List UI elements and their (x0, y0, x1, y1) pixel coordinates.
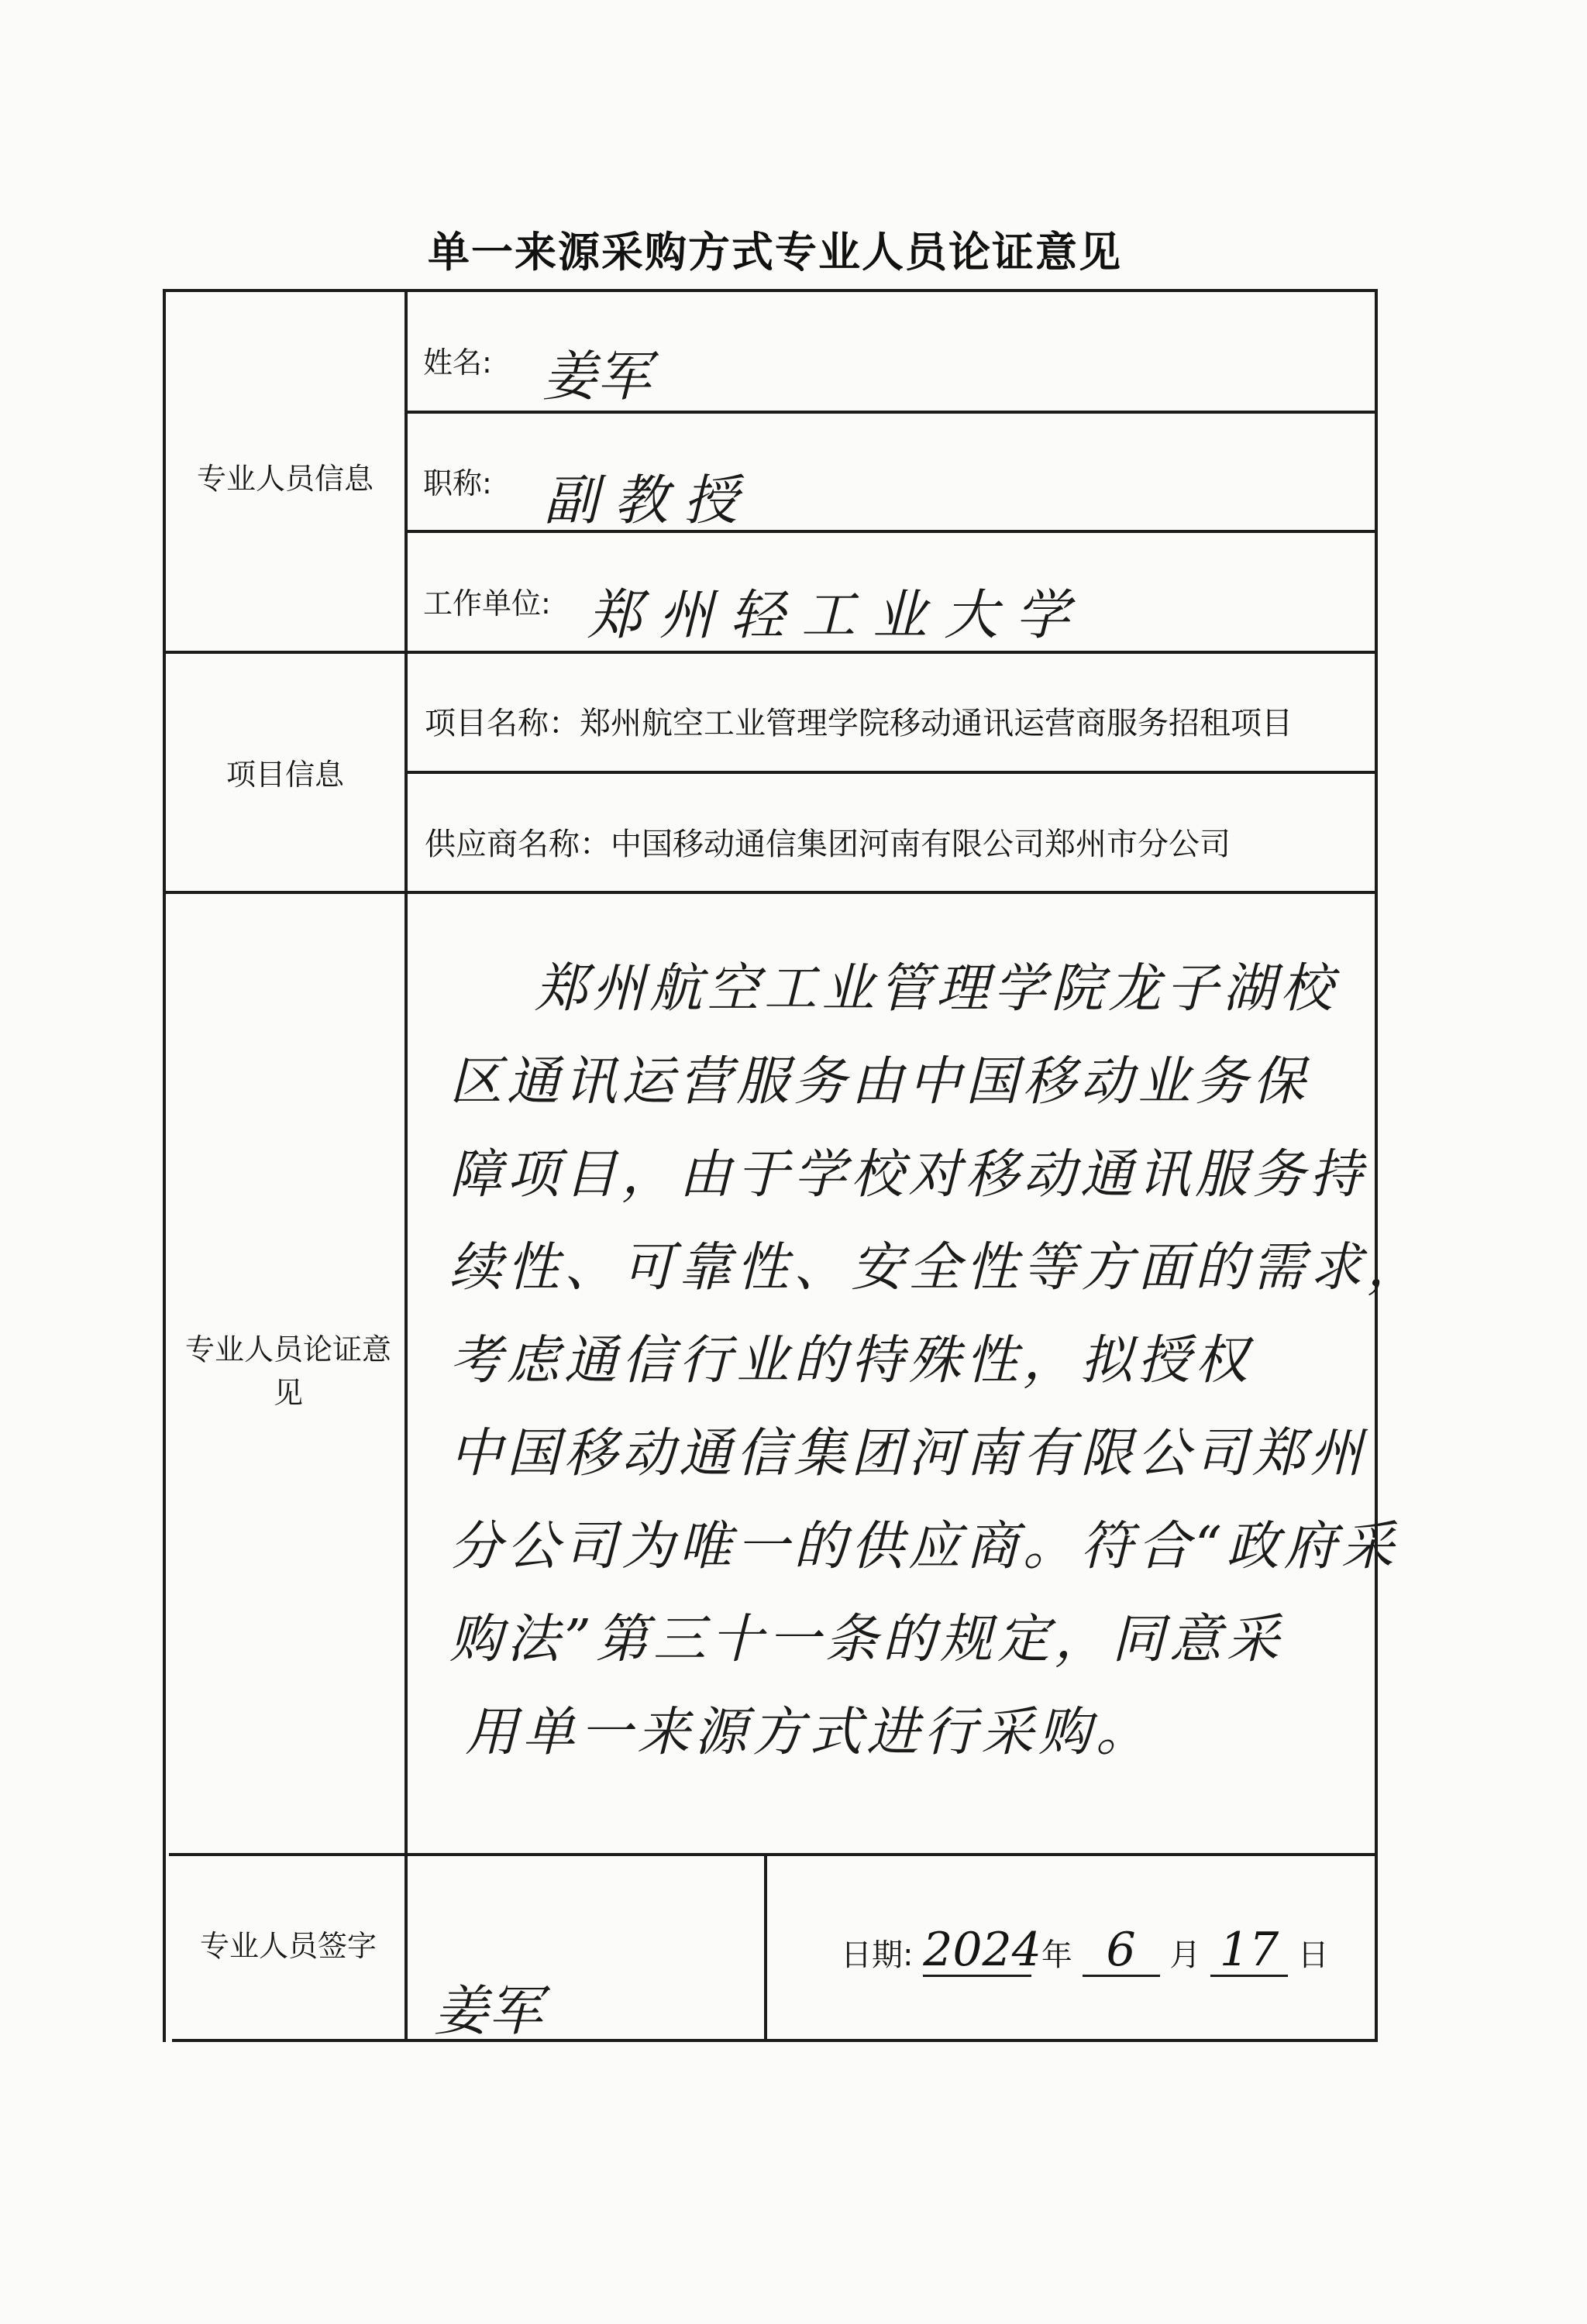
opinion-line: 分公司为唯一的供应商。符合“政府采 (449, 1516, 1399, 1577)
opinion-line: 用单一来源方式进行采购。 (465, 1702, 1154, 1763)
opinion-line: 障项目，由于学校对移动通讯服务持 (449, 1144, 1368, 1205)
unit-label: 工作单位: (423, 586, 551, 621)
name-value: 姜军 (542, 345, 651, 408)
rank-value: 副教授 (544, 469, 753, 532)
row-divider-opinion (169, 1853, 1378, 1856)
opinion-label-text: 专业人员论证意见 (184, 1332, 391, 1410)
expert-info-label: 专业人员信息 (196, 462, 374, 496)
opinion-line: 考虑通信行业的特殊性，拟授权 (449, 1330, 1253, 1391)
rank-label: 职称: (423, 466, 492, 500)
date-day: 17 (1210, 1925, 1288, 1977)
table-border-top (163, 289, 1378, 292)
table-border-left (163, 289, 166, 2042)
date-row (841, 1925, 1329, 1987)
opinion-line: 区通讯运营服务由中国移动业务保 (449, 1051, 1310, 1112)
date-month-unit: 月 (1169, 1937, 1201, 1973)
project-name: 项目名称：郑州航空工业管理学院移动通讯运营商服务招租项目 (425, 706, 1293, 741)
row-divider-project-info (166, 891, 1378, 894)
opinion-line: 购法”第三十一条的规定，同意采 (449, 1609, 1284, 1670)
row-divider-project (406, 771, 1378, 774)
table-border-right (1375, 289, 1378, 2042)
project-info-label: 项目信息 (225, 758, 344, 792)
column-divider-label (404, 289, 408, 2042)
signature-label: 专业人员签字 (199, 1929, 377, 1963)
date-year: 2024 (923, 1923, 1041, 1977)
opinion-line: 续性、可靠性、安全性等方面的需求， (449, 1237, 1425, 1298)
table-border-bottom (172, 2039, 1378, 2042)
opinion-label (172, 1328, 404, 1415)
row-divider-expert-info (164, 651, 1378, 654)
date-label: 日期: (841, 1937, 914, 1973)
supplier-name: 供应商名称：中国移动通信集团河南有限公司郑州市分公司 (425, 827, 1231, 862)
opinion-line: 中国移动通信集团河南有限公司郑州 (449, 1423, 1368, 1484)
date-year-unit: 年 (1041, 1937, 1072, 1973)
opinion-line: 郑州航空工业管理学院龙子湖校 (535, 958, 1338, 1019)
name-label: 姓名: (423, 346, 492, 380)
column-divider-signature (764, 1853, 767, 2042)
date-month: 6 (1083, 1925, 1160, 1977)
unit-value: 郑州轻工业大学 (587, 583, 1086, 647)
document-title: 单一来源采购方式专业人员论证意见 (428, 228, 1122, 277)
date-day-unit: 日 (1297, 1937, 1329, 1973)
signature-value: 姜军 (434, 1979, 542, 2043)
